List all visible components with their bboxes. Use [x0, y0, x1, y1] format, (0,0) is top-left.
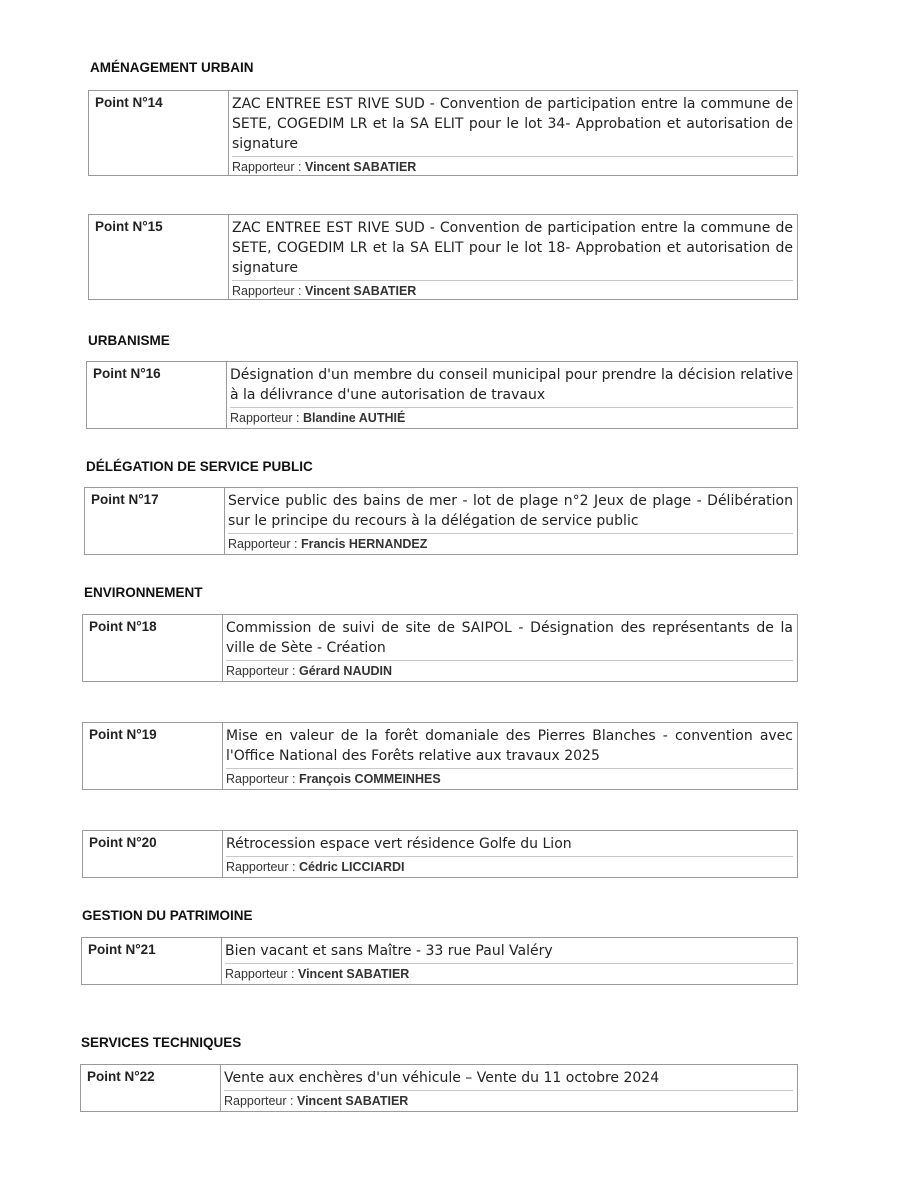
agenda-point-21: [81, 937, 798, 985]
rapporteur-line: [226, 768, 793, 788]
rapporteur-prefix: Rapporteur :: [230, 411, 303, 425]
rapporteur-name: Gérard NAUDIN: [298, 664, 393, 678]
point-number: Point N°21: [82, 938, 222, 984]
point-description: Désignation d'un membre du conseil municipal pour prendre la décision relative à la délivrance d'une autorisation de travaux: [230, 367, 793, 403]
agenda-point-20: [82, 830, 798, 878]
rapporteur-line: [226, 856, 793, 876]
rapporteur-name: Vincent SABATIER: [296, 1094, 409, 1108]
point-content: [221, 1065, 797, 1111]
point-content: [223, 831, 797, 877]
rapporteur-prefix: Rapporteur :: [228, 537, 301, 551]
section-title-delegation-service-public: DÉLÉGATION DE SERVICE PUBLIC: [86, 459, 313, 474]
point-number: Point N°18: [83, 615, 223, 681]
section-title-services-techniques: SERVICES TECHNIQUES: [81, 1035, 242, 1050]
point-description: Service public des bains de mer - lot de plage n°2 Jeux de plage - Délibération sur le principe du recours à la délégation de service public: [228, 493, 793, 529]
agenda-point-18: [82, 614, 798, 682]
point-content: [229, 215, 797, 299]
section-title-urbanisme: URBANISME: [88, 333, 170, 348]
point-content: [223, 723, 797, 789]
point-number: Point N°14: [89, 91, 229, 175]
rapporteur-name: Blandine AUTHIÉ: [302, 411, 406, 425]
point-content: [229, 91, 797, 175]
agenda-point-16: [86, 361, 798, 429]
rapporteur-line: [224, 1090, 793, 1110]
rapporteur-line: [226, 660, 793, 680]
agenda-point-15: [88, 214, 798, 300]
section-title-environnement: ENVIRONNEMENT: [84, 585, 203, 600]
point-content: [225, 488, 797, 554]
point-content: [223, 615, 797, 681]
point-number: Point N°19: [83, 723, 223, 789]
point-description: ZAC ENTREE EST RIVE SUD - Convention de participation entre la commune de SETE, COGEDIM LR et la SA ELIT pour le lot 34- Approbation et autorisation de signature: [232, 96, 793, 152]
rapporteur-line: [225, 963, 793, 983]
point-description: Bien vacant et sans Maître - 33 rue Paul Valéry: [225, 943, 553, 959]
rapporteur-prefix: Rapporteur :: [232, 160, 305, 174]
rapporteur-line: [232, 280, 793, 300]
rapporteur-prefix: Rapporteur :: [225, 967, 298, 981]
rapporteur-name: François COMMEINHES: [298, 772, 441, 786]
rapporteur-line: [230, 407, 793, 427]
rapporteur-name: Francis HERNANDEZ: [300, 537, 428, 551]
rapporteur-name: Vincent SABATIER: [297, 967, 410, 981]
rapporteur-name: Vincent SABATIER: [304, 284, 417, 298]
point-number: Point N°16: [87, 362, 227, 428]
point-description: ZAC ENTREE EST RIVE SUD - Convention de participation entre la commune de SETE, COGEDIM LR et la SA ELIT pour le lot 18- Approbation et autorisation de signature: [232, 220, 793, 276]
section-title-gestion-patrimoine: GESTION DU PATRIMOINE: [82, 908, 253, 923]
rapporteur-line: [228, 533, 793, 553]
point-description: Rétrocession espace vert résidence Golfe du Lion: [226, 836, 572, 852]
agenda-point-17: [84, 487, 798, 555]
section-title-amenagement-urbain: AMÉNAGEMENT URBAIN: [90, 60, 254, 75]
point-description: Commission de suivi de site de SAIPOL - Désignation des représentants de la ville de Sète - Création: [226, 620, 793, 656]
rapporteur-prefix: Rapporteur :: [232, 284, 305, 298]
agenda-point-19: [82, 722, 798, 790]
point-description: Vente aux enchères d'un véhicule – Vente du 11 octobre 2024: [224, 1070, 660, 1086]
rapporteur-prefix: Rapporteur :: [226, 860, 299, 874]
point-number: Point N°22: [81, 1065, 221, 1111]
point-number: Point N°20: [83, 831, 223, 877]
point-content: [222, 938, 797, 984]
agenda-point-14: [88, 90, 798, 176]
point-description: Mise en valeur de la forêt domaniale des Pierres Blanches - convention avec l'Office National des Forêts relative aux travaux 2025: [226, 728, 793, 764]
rapporteur-line: [232, 156, 793, 176]
rapporteur-prefix: Rapporteur :: [224, 1094, 297, 1108]
rapporteur-prefix: Rapporteur :: [226, 664, 299, 678]
agenda-point-22: [80, 1064, 798, 1112]
rapporteur-prefix: Rapporteur :: [226, 772, 299, 786]
point-content: [227, 362, 797, 428]
rapporteur-name: Cédric LICCIARDI: [298, 860, 405, 874]
point-number: Point N°15: [89, 215, 229, 299]
point-number: Point N°17: [85, 488, 225, 554]
rapporteur-name: Vincent SABATIER: [304, 160, 417, 174]
